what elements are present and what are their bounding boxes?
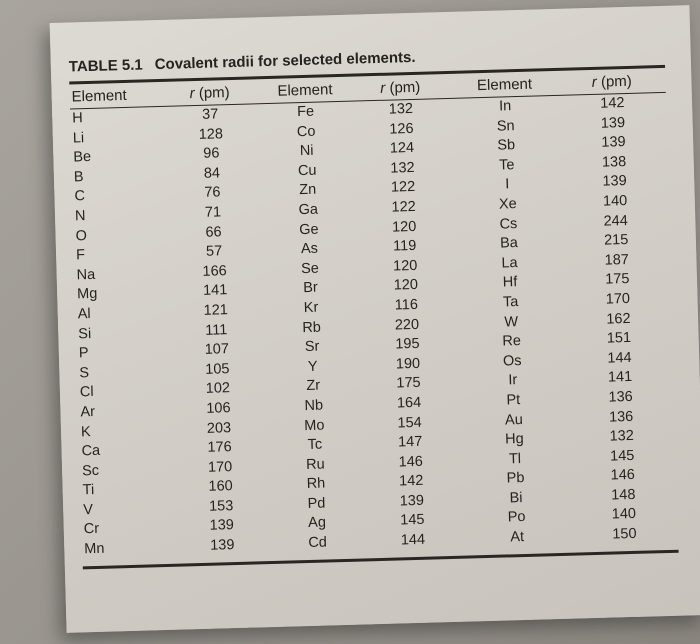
cell-element-1: Na — [76, 266, 96, 284]
cell-element-3: I — [505, 176, 510, 193]
cell-radius-1: 170 — [207, 458, 233, 476]
cell-element-2: As — [300, 240, 319, 258]
cell-radius-3: 146 — [610, 467, 636, 484]
cell-element-2: Se — [300, 260, 320, 277]
cell-element-1: Cl — [79, 384, 94, 401]
cell-radius-3: 140 — [602, 192, 628, 210]
cell-element-2: Br — [303, 280, 318, 297]
cell-element-3: Te — [498, 156, 515, 174]
cell-radius-2: 195 — [395, 335, 420, 353]
cell-radius-1: 105 — [205, 360, 230, 378]
cell-radius-1: 106 — [206, 400, 231, 417]
cell-radius-2: 119 — [392, 238, 417, 255]
cell-radius-1: 96 — [203, 145, 220, 162]
cell-radius-3: 187 — [604, 251, 630, 269]
cell-radius-2: 220 — [394, 316, 420, 334]
cell-element-2: Zr — [306, 377, 321, 395]
table-body — [70, 93, 678, 560]
cell-element-3: Au — [504, 411, 523, 428]
cell-radius-1: 102 — [205, 380, 231, 398]
table-label: TABLE 5.1 — [68, 56, 143, 76]
cell-radius-3: 145 — [609, 447, 635, 465]
cell-element-3: Sb — [497, 137, 516, 154]
cell-element-1: Ca — [81, 442, 101, 460]
cell-element-3: Cs — [499, 215, 518, 233]
cell-element-1: Al — [77, 305, 91, 323]
cell-element-3: Sn — [496, 117, 515, 135]
cell-radius-3: 151 — [606, 330, 632, 347]
cell-element-1: Ti — [82, 482, 95, 499]
cell-radius-2: 132 — [390, 159, 415, 177]
header-radius-2: r (pm) — [380, 78, 421, 97]
cell-radius-1: 139 — [209, 517, 235, 535]
cell-element-1: N — [74, 208, 86, 225]
cell-radius-2: 132 — [388, 100, 414, 118]
cell-element-1: P — [78, 345, 89, 362]
header-radius-1: r (pm) — [189, 84, 230, 103]
cell-element-1: Mg — [76, 286, 98, 303]
header-element-2: Element — [277, 81, 333, 100]
cell-element-2: Y — [307, 358, 318, 375]
cell-radius-3: 136 — [608, 408, 634, 426]
cell-radius-1: 37 — [201, 106, 219, 123]
cell-radius-2: 147 — [397, 433, 423, 451]
cell-element-1: Li — [72, 129, 85, 147]
cell-radius-3: 142 — [600, 95, 625, 112]
cell-radius-2: 120 — [391, 218, 417, 236]
header-radius-3: r (pm) — [591, 72, 633, 91]
cell-radius-1: 121 — [203, 302, 229, 319]
cell-element-2: Ru — [305, 456, 325, 473]
covalent-radii-table — [69, 68, 678, 560]
cell-element-3: Pb — [506, 470, 525, 487]
cell-radius-2: 122 — [390, 179, 416, 196]
cell-element-2: Kr — [303, 299, 319, 317]
cell-radius-2: 154 — [397, 414, 422, 431]
cell-element-2: Ni — [299, 142, 314, 160]
cell-element-1: Si — [78, 325, 92, 342]
cell-radius-3: 244 — [603, 212, 629, 230]
cell-element-3: Re — [502, 333, 522, 350]
cell-element-2: Cu — [297, 162, 317, 179]
cell-element-2: Pd — [307, 495, 326, 512]
cell-element-1: C — [74, 188, 86, 205]
cell-radius-2: 124 — [389, 140, 415, 157]
header-element-3: Element — [476, 75, 533, 95]
cell-radius-3: 150 — [612, 525, 637, 543]
cell-element-2: Sr — [304, 338, 320, 356]
cell-element-3: Os — [502, 352, 522, 370]
cell-radius-1: 153 — [208, 497, 234, 515]
cell-radius-3: 144 — [607, 349, 632, 367]
cell-radius-2: 146 — [398, 453, 424, 471]
cell-radius-1: 203 — [206, 419, 232, 437]
cell-element-3: Hg — [504, 431, 524, 448]
cell-element-3: Xe — [498, 196, 517, 213]
cell-radius-2: 126 — [389, 120, 414, 138]
cell-element-3: Ta — [502, 294, 519, 311]
cell-radius-1: 84 — [203, 165, 221, 182]
cell-element-3: Pt — [506, 391, 521, 409]
cell-element-1: Mn — [84, 540, 105, 558]
cell-radius-3: 140 — [611, 506, 637, 524]
cell-radius-2: 120 — [392, 257, 418, 275]
cell-element-3: La — [501, 254, 518, 272]
cell-radius-3: 139 — [600, 114, 626, 132]
cell-element-1: F — [75, 247, 86, 264]
cell-element-2: Rb — [302, 319, 322, 336]
cell-element-3: At — [510, 529, 525, 546]
cell-radius-2: 120 — [393, 277, 419, 294]
cell-element-3: Po — [507, 509, 526, 526]
cell-radius-3: 162 — [606, 310, 631, 328]
cell-element-3: Ir — [508, 372, 518, 389]
cell-element-3: Ba — [499, 235, 519, 252]
cell-radius-3: 138 — [601, 153, 627, 171]
header-element-1: Element — [71, 86, 127, 106]
table-block — [69, 42, 679, 569]
cell-element-1: S — [79, 364, 90, 382]
cell-radius-3: 139 — [602, 173, 627, 191]
table-title: Covalent radii for selected elements. — [154, 48, 416, 74]
cell-element-2: Zn — [299, 182, 317, 199]
cell-element-2: Cd — [308, 534, 328, 552]
cell-radius-1: 128 — [198, 125, 224, 143]
cell-element-1: B — [73, 168, 84, 186]
cell-radius-1: 76 — [204, 184, 221, 202]
cell-radius-1: 111 — [205, 321, 228, 339]
cell-element-1: Ar — [80, 403, 96, 421]
cell-radius-1: 176 — [207, 439, 232, 456]
cell-radius-2: 175 — [396, 375, 421, 392]
cell-element-2: Mo — [304, 417, 325, 434]
cell-radius-2: 142 — [398, 473, 424, 490]
cell-element-2: Co — [296, 123, 316, 140]
cell-element-1: Be — [73, 149, 92, 166]
cell-element-2: Rh — [306, 475, 326, 493]
cell-radius-2: 144 — [400, 531, 426, 549]
cell-element-2: Fe — [296, 103, 315, 121]
cell-element-1: V — [82, 501, 94, 519]
cell-radius-1: 107 — [204, 341, 230, 358]
cell-radius-1: 139 — [209, 537, 235, 554]
cell-element-2: Tc — [307, 436, 323, 454]
cell-element-1: Cr — [83, 521, 100, 538]
cell-radius-3: 139 — [601, 134, 626, 151]
cell-radius-2: 164 — [396, 394, 422, 412]
book-page — [50, 5, 700, 633]
cell-radius-2: 139 — [399, 492, 425, 510]
cell-radius-3: 175 — [605, 271, 630, 288]
cell-element-1: Sc — [81, 462, 100, 480]
cell-radius-2: 116 — [394, 296, 419, 314]
cell-radius-2: 122 — [391, 198, 416, 216]
cell-element-2: Ag — [307, 515, 327, 532]
cell-radius-1: 57 — [205, 243, 223, 260]
cell-radius-1: 166 — [202, 262, 227, 280]
cell-radius-1: 141 — [202, 282, 228, 300]
cell-radius-3: 136 — [608, 388, 633, 406]
cell-element-2: Ge — [298, 221, 319, 238]
cell-element-2: Ga — [298, 201, 319, 219]
cell-radius-1: 71 — [204, 204, 222, 221]
cell-element-3: Bi — [509, 489, 523, 507]
cell-element-3: In — [498, 98, 512, 115]
cell-element-3: W — [504, 313, 519, 331]
cell-radius-3: 170 — [605, 290, 631, 308]
cell-element-1: K — [80, 423, 91, 440]
cell-element-3: Hf — [502, 274, 518, 291]
cell-radius-3: 148 — [611, 486, 636, 504]
cell-radius-3: 132 — [609, 428, 635, 445]
cell-element-2: Nb — [304, 397, 324, 414]
cell-radius-2: 145 — [400, 512, 425, 529]
cell-element-3: Tl — [508, 450, 522, 468]
cell-radius-1: 66 — [205, 223, 222, 241]
cell-radius-3: 141 — [607, 369, 633, 386]
cell-element-1: H — [72, 110, 83, 127]
cell-radius-3: 215 — [603, 232, 629, 249]
cell-radius-2: 190 — [395, 355, 421, 373]
cell-element-1: O — [75, 227, 88, 244]
cell-radius-1: 160 — [208, 478, 233, 496]
